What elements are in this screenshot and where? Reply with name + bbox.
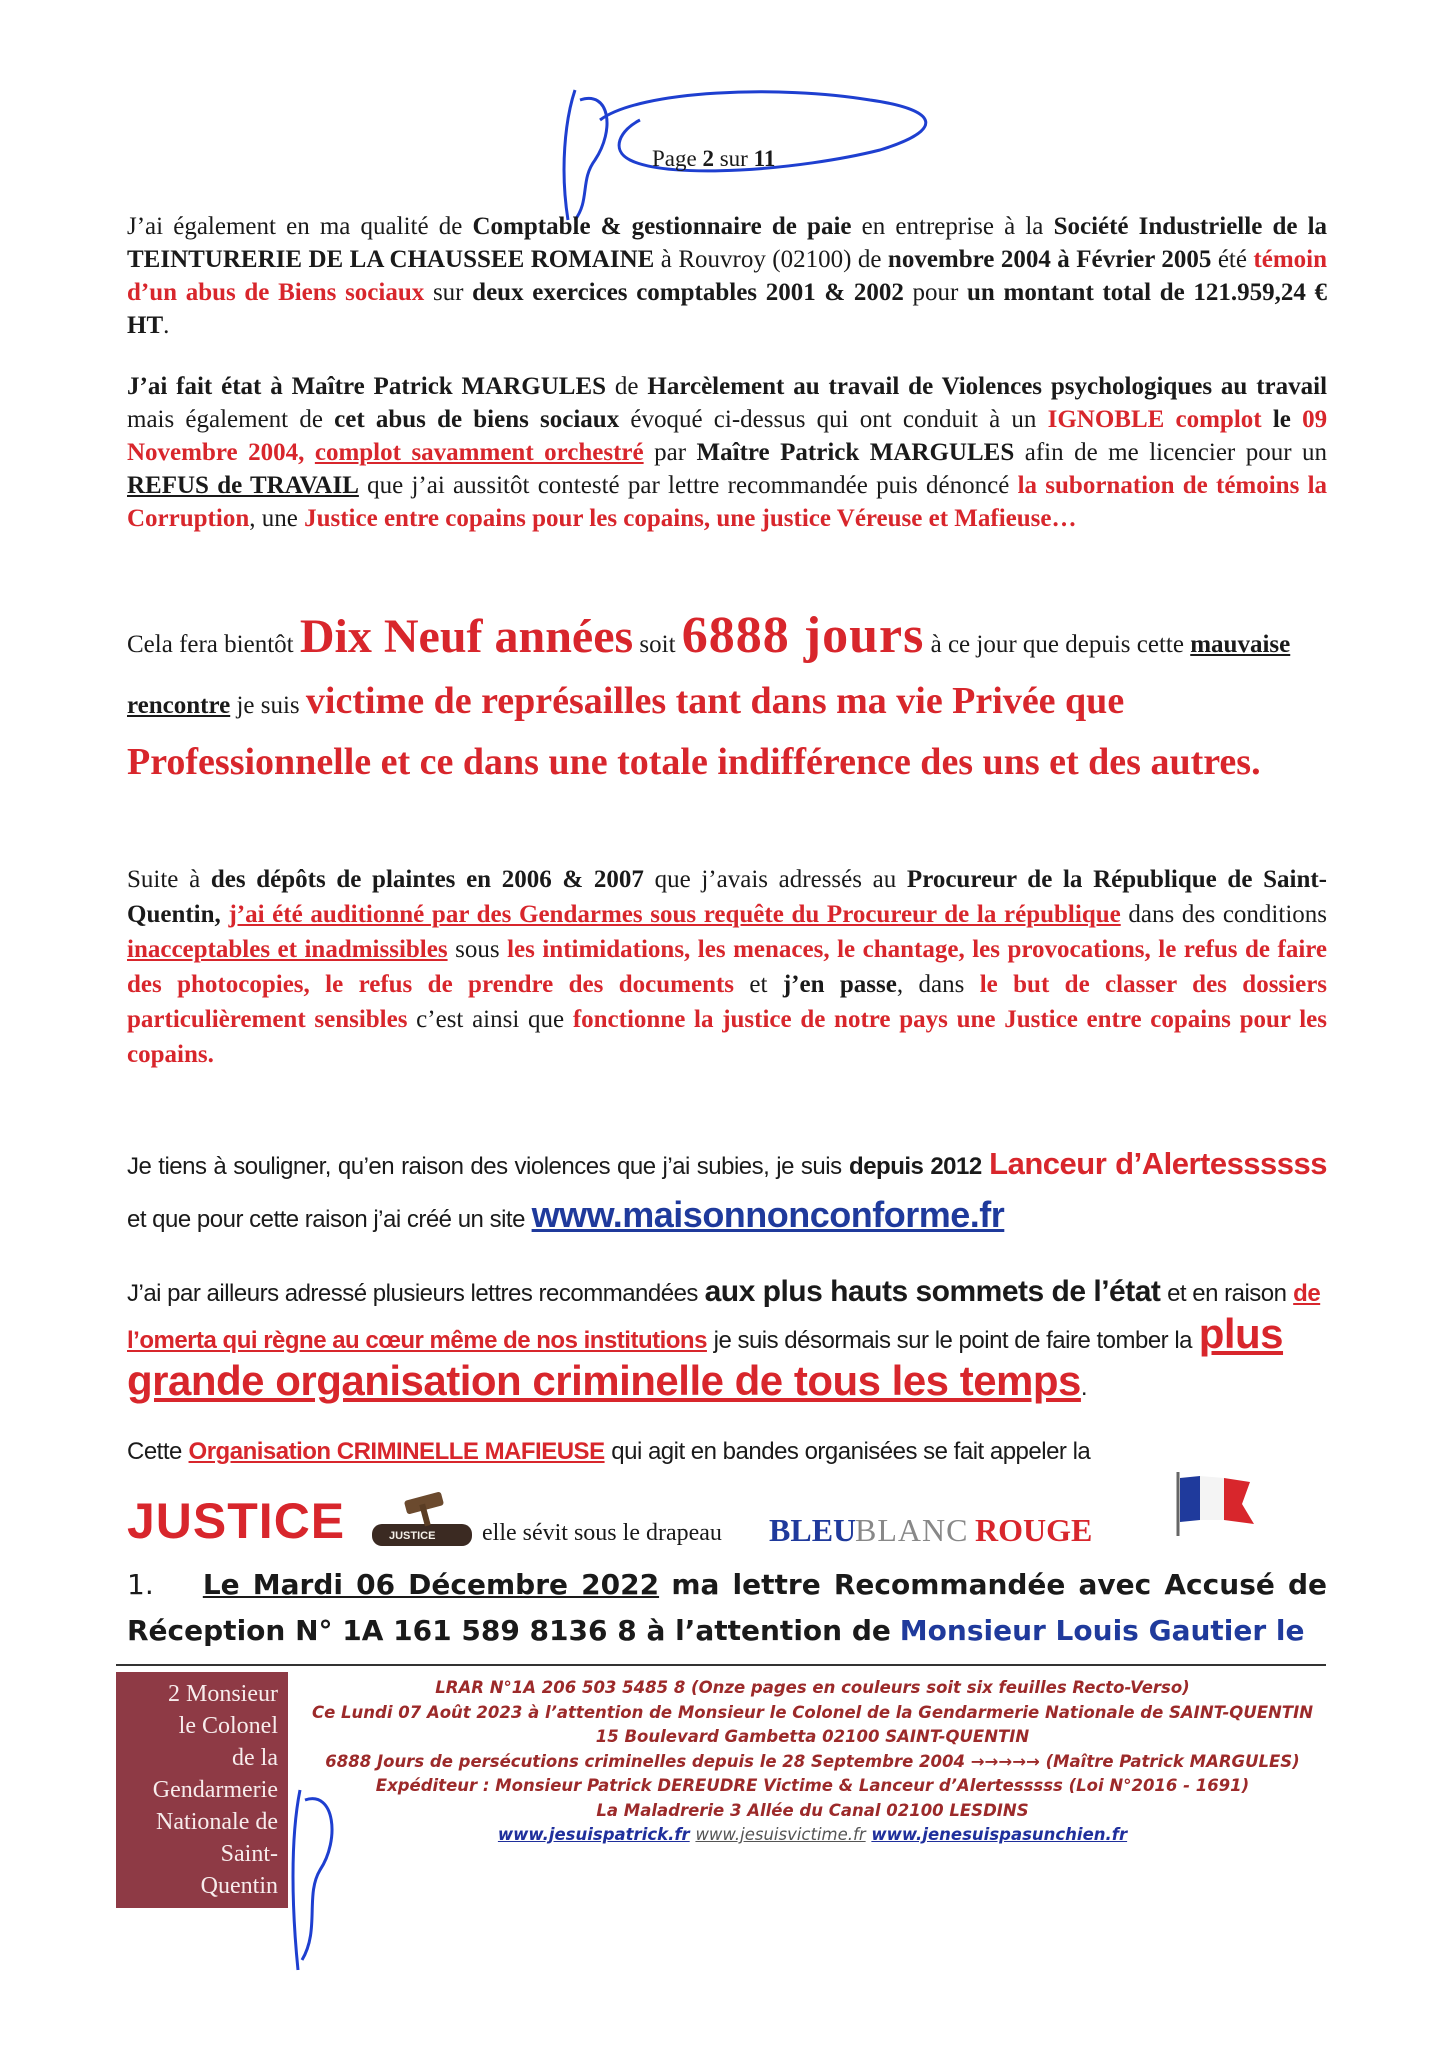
p1-j: deux exercices comptables 2001 & 2002 (472, 279, 904, 306)
footer-link-jenesuispasunchien[interactable]: www.jenesuispasunchien.fr (871, 1825, 1128, 1844)
footer-text (300, 1676, 1325, 1848)
p8-num: 1. (127, 1568, 154, 1601)
paragraph-3 (127, 608, 1327, 795)
p1-h: témoin d’un abus de Biens sociaux (127, 246, 1328, 306)
p5-b: depuis 2012 (849, 1153, 982, 1180)
footer-recipient-box (116, 1672, 288, 1908)
website-link[interactable]: www.maisonnonconforme.fr (531, 1194, 1005, 1235)
paragraph-2 (127, 370, 1327, 535)
p2-c: Harcèlement au travail de Violences psychologiques au travail (647, 373, 1328, 400)
p1-g: été (1217, 246, 1247, 273)
p1-i: sur (432, 279, 464, 306)
p3-g: mauvaise rencontre (127, 631, 1291, 719)
p1-c: en entreprise à la (861, 213, 1044, 240)
footer-line: Expéditeur : Monsieur Patrick DEREUDRE Victime & Lanceur d’Alertesssss (Loi N°2016 - 1691) (375, 1776, 1250, 1795)
page-current: 2 (702, 146, 714, 171)
p4-g: inacceptables et inadmissibles (127, 936, 448, 963)
p4-l: , dans (896, 971, 965, 998)
p2-n: REFUS de TRAVAIL (127, 472, 359, 499)
p8-a: Le Mardi 06 Décembre 2022 (202, 1568, 660, 1601)
p2-p: la subornation de témoins la Corruption (127, 472, 1328, 532)
page-number (652, 146, 775, 172)
paragraph-4 (127, 862, 1327, 1072)
footer-line: LRAR N°1A 206 503 5485 8 (Onze pages en couleurs soit six feuilles Recto-Verso) (435, 1678, 1190, 1697)
p4-c: que j’avais adressés au (654, 866, 897, 893)
footer-line: 15 Boulevard Gambetta 02100 SAINT-QUENTIN (595, 1727, 1030, 1746)
justice-mid: elle sévit sous le drapeau (482, 1520, 722, 1546)
p3-d: 6888 jours (681, 607, 925, 664)
p3-c: soit (639, 631, 676, 658)
p8-c: Monsieur Louis Gautier le (899, 1614, 1305, 1647)
p3-f: cette (1136, 631, 1184, 658)
p4-o: fonctionne la justice de notre pays une Justice entre copains pour les copains. (127, 1006, 1328, 1068)
paragraph-7 (127, 1435, 1327, 1468)
p2-l: Maître Patrick MARGULES (696, 439, 1015, 466)
box-line: Saint- (220, 1841, 278, 1867)
p1-d: Société Industrielle de la TEINTURERIE DE LA CHAUSSEE ROMAINE (127, 213, 1328, 273)
p6-b: aux plus hauts sommets de l’état (704, 1275, 1161, 1308)
p3-b: Dix Neuf années (299, 610, 634, 663)
justice-word: JUSTICE (127, 1493, 346, 1549)
p2-m: afin de me licencier pour un (1024, 439, 1328, 466)
page-total: 11 (753, 146, 776, 171)
gavel-icon (367, 1490, 477, 1552)
p2-a: J’ai fait état à Maître Patrick MARGULES (127, 373, 607, 400)
p3-i: victime de représailles tant dans ma vie Privée que Professionnelle et ce dans une totale indifférence des uns et des autres. (127, 680, 1261, 783)
p6-a: J’ai par ailleurs adressé plusieurs lettres recommandées (127, 1280, 698, 1307)
p2-j: complot savamment orchestré (314, 439, 644, 466)
paragraph-6 (127, 1272, 1327, 1408)
paragraph-8 (127, 1562, 1327, 1654)
p7-c: qui agit en bandes organisées se fait appeler la (611, 1438, 1091, 1465)
p3-h: je suis (236, 692, 300, 719)
box-line: de la (232, 1745, 278, 1771)
p4-h: sous (455, 936, 500, 963)
p8-b: ma lettre Recommandée avec Accusé de Réception N° 1A 161 589 8136 8 à l’attention de (127, 1568, 1328, 1647)
p1-m: . (163, 312, 170, 339)
p4-f: dans des conditions (1128, 901, 1328, 928)
p6-c: et en raison (1167, 1280, 1287, 1307)
p4-k: j’en passe (782, 971, 897, 998)
p4-n: c’est ainsi que (416, 1006, 565, 1033)
footer-link-jesuispatrick[interactable]: www.jesuispatrick.fr (497, 1825, 690, 1844)
p2-d: mais également de (127, 406, 323, 433)
p5-d: et que pour cette raison j’ai créé un site (127, 1206, 525, 1233)
p4-a: Suite à (127, 866, 201, 893)
p6-g: . (1080, 1374, 1088, 1401)
p2-k: par (654, 439, 687, 466)
p6-d: de l’omerta qui règne au cœur même de nos institutions (127, 1280, 1321, 1354)
box-line: le Colonel (178, 1713, 278, 1739)
p4-m: le but de classer des dossiers particulièrement sensibles (127, 971, 1328, 1033)
p2-g: IGNOBLE complot (1047, 406, 1262, 433)
p5-c: Lanceur d’Alertessssss (989, 1146, 1328, 1181)
p3-a: Cela fera bientôt (127, 631, 294, 658)
p4-e: j’ai été auditionné par des Gendarmes sous requête du Procureur de la république (228, 901, 1121, 928)
page-prefix: Page (652, 146, 697, 171)
p6-e: je suis désormais sur le point de faire tomber la (713, 1327, 1193, 1354)
footer-rule (116, 1664, 1326, 1666)
p4-j: et (749, 971, 768, 998)
p2-f: évoqué ci-dessus qui ont conduit à un (630, 406, 1037, 433)
flag-bleu: BLEU (769, 1512, 857, 1548)
p1-e: à Rouvroy (02100) de (660, 246, 882, 273)
box-line: Gendarmerie (152, 1777, 278, 1803)
p4-i: les intimidations, les menaces, le chantage, les provocations, le refus de faire des photocopies, le refus de prendre des documents (127, 936, 1328, 998)
footer-links (300, 1823, 1325, 1848)
p4-d: Procureur de la République de Saint-Quentin, (127, 866, 1327, 928)
p7-a: Cette (127, 1438, 182, 1465)
p2-o: que j’ai aussitôt contesté par lettre recommandée puis dénoncé (367, 472, 1010, 499)
footer-line: La Maladrerie 3 Allée du Canal 02100 LESDINS (596, 1800, 1029, 1820)
flag-blanc: BLANC (855, 1512, 969, 1548)
p1-k: pour (912, 279, 959, 306)
flag-rouge: ROUGE (975, 1512, 1093, 1548)
handwritten-signature-icon (280, 1780, 350, 1980)
box-line: Nationale de (156, 1809, 278, 1835)
p2-i: 09 Novembre 2004, (127, 406, 1328, 466)
page-sep: sur (719, 146, 748, 171)
p6-f: plus grande organisation criminelle de tous les temps (127, 1310, 1284, 1404)
p2-q: , une (249, 505, 298, 532)
footer-line: Ce Lundi 07 Août 2023 à l’attention de Monsieur le Colonel de la Gendarmerie Nationale de SAINT-QUENTIN (311, 1702, 1314, 1722)
p4-b: des dépôts de plaintes en 2006 & 2007 (210, 866, 644, 893)
p2-r: Justice entre copains pour les copains, une justice Véreuse et Mafieuse… (304, 505, 1077, 532)
paragraph-1 (127, 210, 1327, 342)
p1-f: novembre 2004 à Février 2005 (887, 246, 1212, 273)
french-flag-icon (1172, 1468, 1262, 1538)
p7-b: Organisation CRIMINELLE MAFIEUSE (188, 1438, 605, 1465)
box-line: 2 Monsieur (168, 1681, 278, 1707)
paragraph-5 (127, 1140, 1327, 1244)
p2-e: cet abus de biens sociaux (334, 406, 620, 433)
p5-a: Je tiens à souligner, qu’en raison des violences que j’ai subies, je suis (127, 1153, 842, 1180)
gavel-label: JUSTICE (389, 1530, 436, 1542)
footer-line: 6888 Jours de persécutions criminelles depuis le 28 Septembre 2004 →→→→→ (Maître Patrick MARGULES) (325, 1751, 1300, 1771)
box-line: Quentin (200, 1873, 278, 1899)
p1-a: J’ai également en ma qualité de (127, 213, 463, 240)
p1-l: un montant total de 121.959,24 € HT (127, 279, 1328, 339)
p2-b: de (614, 373, 639, 400)
p3-e: à ce jour que depuis (930, 631, 1131, 658)
footer-link-jesuisvictime[interactable]: www.jesuisvictime.fr (695, 1825, 866, 1844)
p2-h: le (1272, 406, 1291, 433)
p1-b: Comptable & gestionnaire de paie (472, 213, 852, 240)
justice-line (127, 1490, 1327, 1560)
